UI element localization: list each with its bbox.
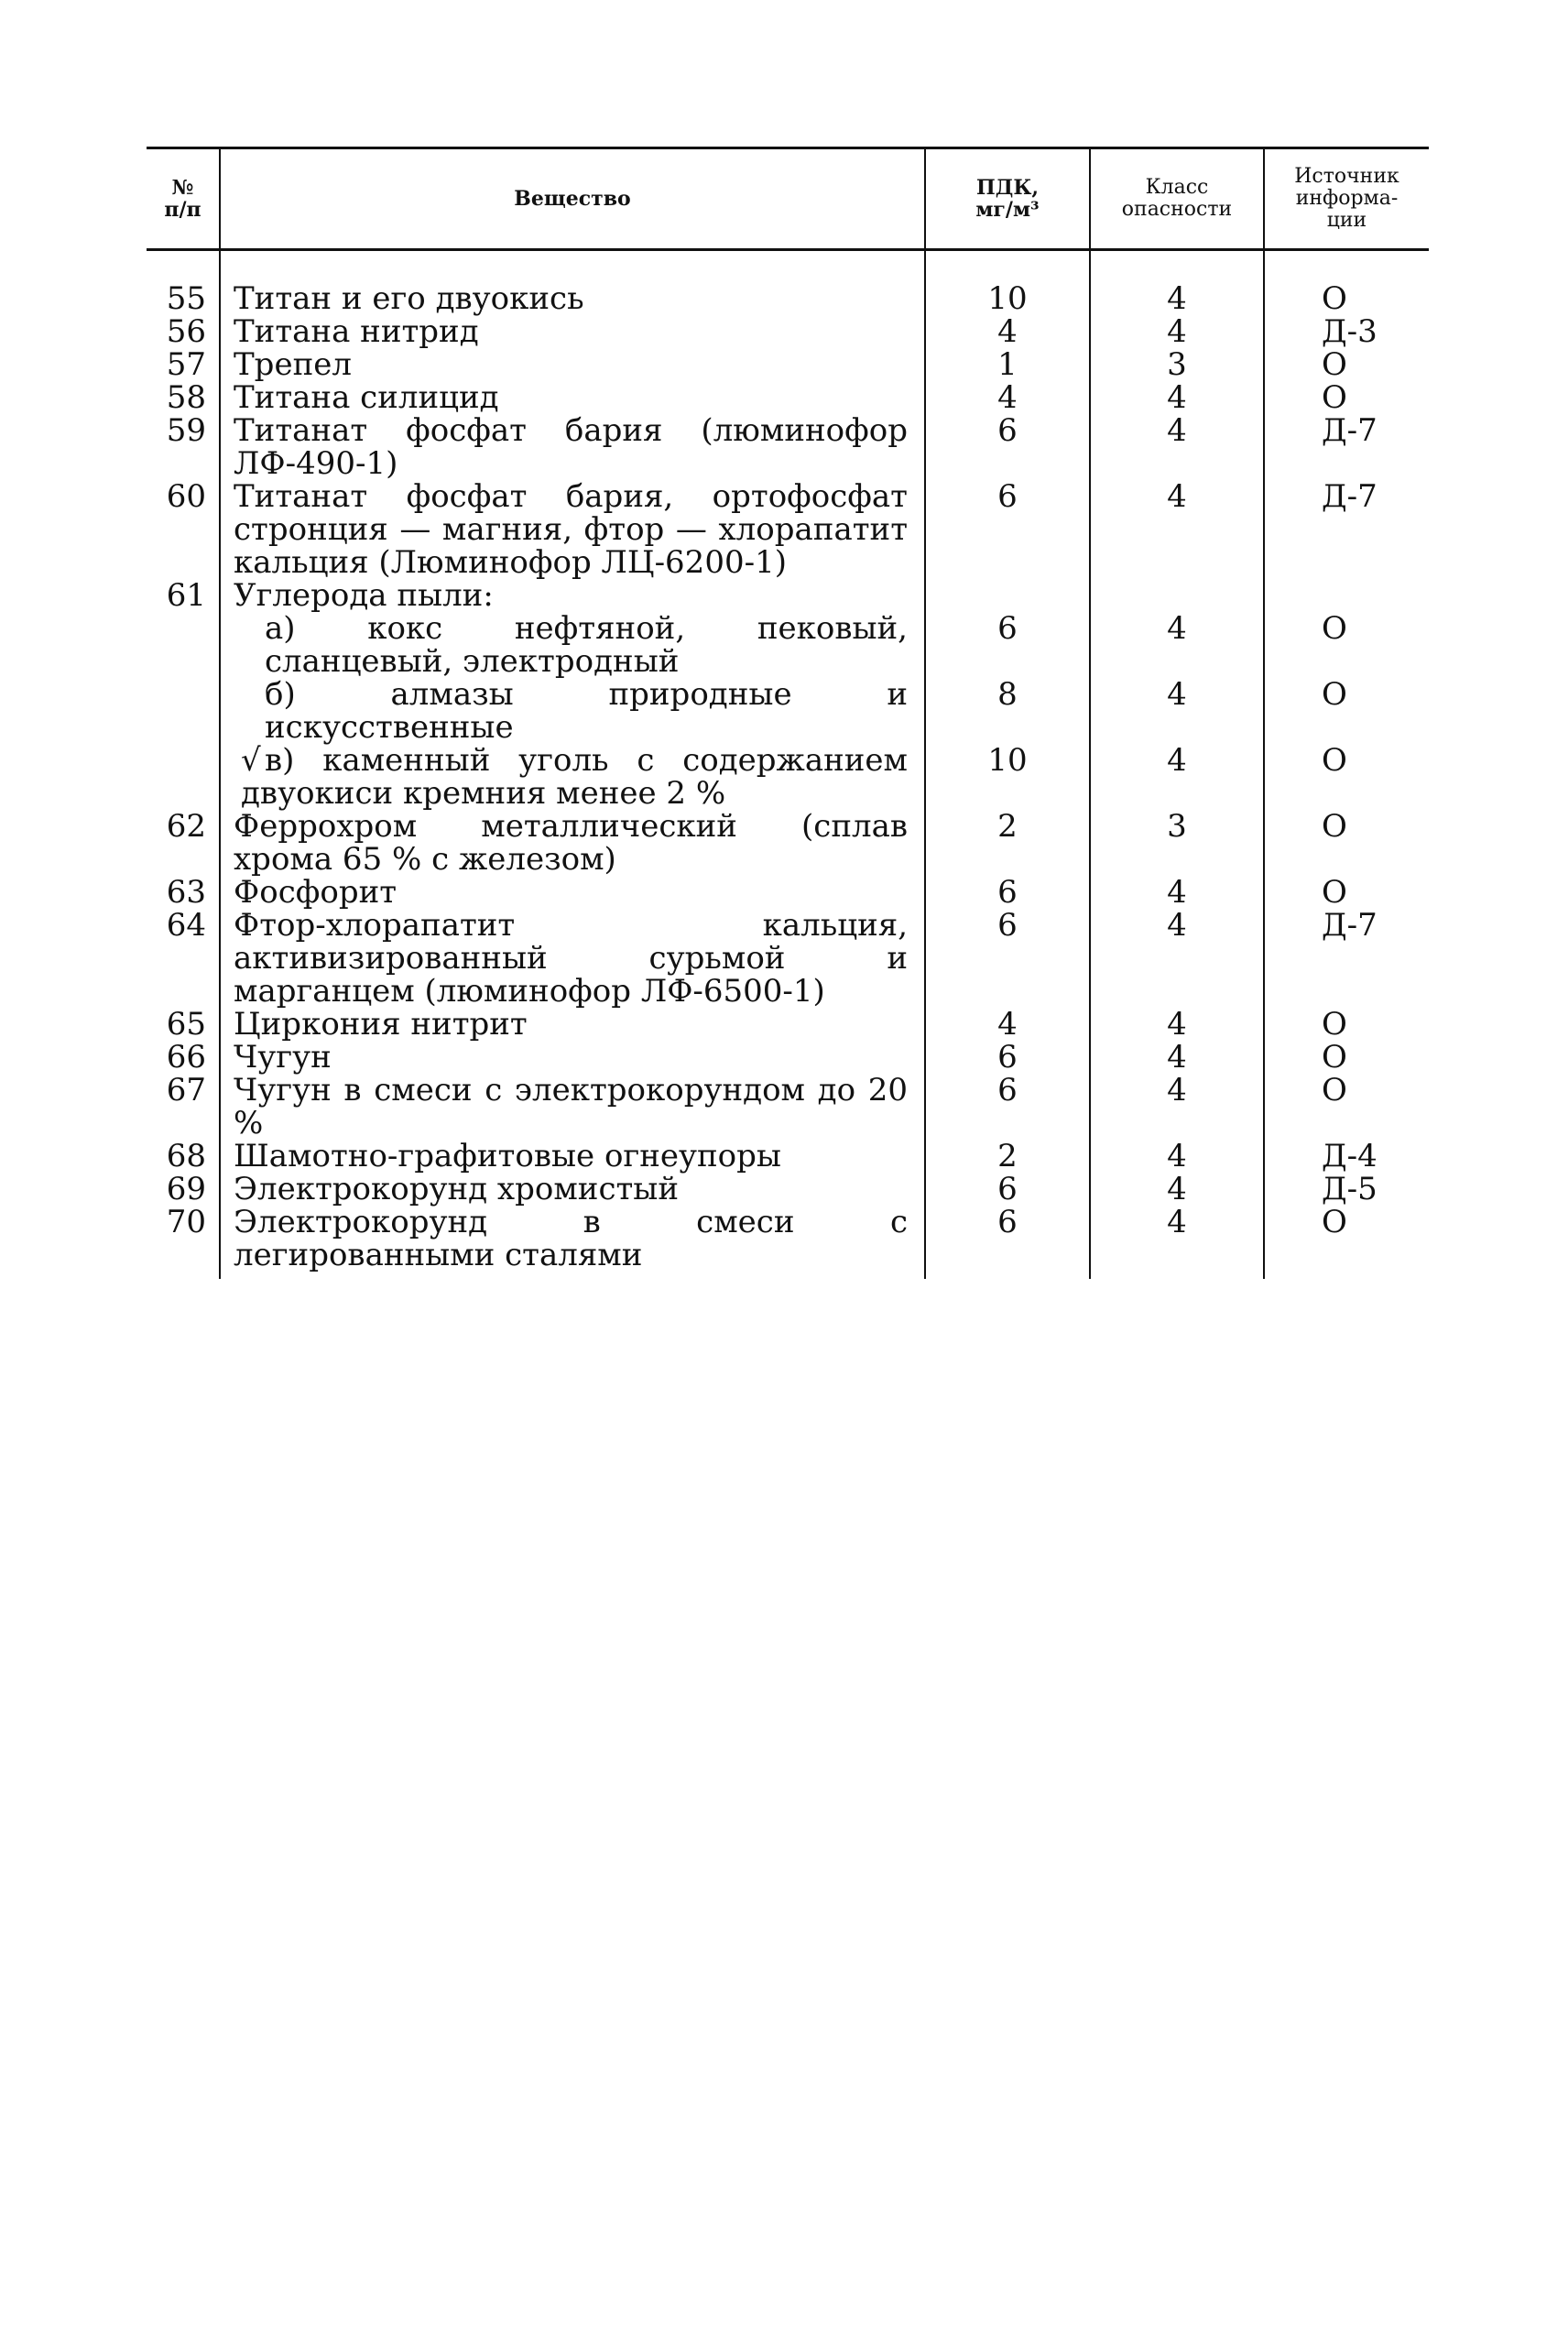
- row-substance-text: Фтор-хлорапатит кальция, активизированный сурьмой и марганцем (люминофор ЛФ-6500-1): [234, 907, 908, 1010]
- row-source: [1264, 612, 1429, 678]
- table-row: [147, 1140, 1429, 1173]
- row-number-text: 60: [166, 478, 206, 515]
- row-source-text: О: [1322, 1039, 1347, 1076]
- row-hazard-class: [1090, 612, 1264, 678]
- document-page: [147, 147, 1429, 1279]
- row-substance-text: Электрокорунд хромистый: [234, 1171, 680, 1207]
- row-number: [147, 1074, 220, 1140]
- row-substance-text: в) каменный уголь с содержанием двуокиси кремния менее 2 %: [241, 742, 908, 812]
- row-pdk-text: 10: [987, 742, 1028, 779]
- row-pdk-text: 6: [997, 874, 1018, 911]
- row-hazard-class-text: 4: [1167, 610, 1187, 647]
- row-substance-text: Титан и его двуокись: [234, 280, 584, 317]
- row-source: [1264, 678, 1429, 744]
- row-hazard-class: [1090, 744, 1264, 810]
- row-number: [147, 909, 220, 1008]
- row-source-text: О: [1322, 1204, 1347, 1240]
- row-pdk: [925, 909, 1090, 1008]
- row-source: [1264, 1206, 1429, 1279]
- row-pdk-text: 6: [997, 412, 1018, 449]
- row-substance-text: Циркония нитрит: [234, 1006, 528, 1043]
- row-number: [147, 414, 220, 480]
- row-source-text: О: [1322, 610, 1347, 647]
- row-number: [147, 744, 220, 810]
- row-substance-text: Титанат фосфат бария, ортофосфат стронция — магния, фтор — хлорапатит кальция (Люминофор ЛЦ-6200-1): [234, 478, 908, 581]
- row-source-text: Д-4: [1322, 1138, 1377, 1174]
- row-number-text: 59: [166, 412, 206, 449]
- row-hazard-class-text: 4: [1167, 478, 1187, 515]
- row-hazard-class-text: 4: [1167, 907, 1187, 944]
- row-substance-text: Чугун: [234, 1039, 332, 1076]
- row-hazard-class-text: 4: [1167, 1072, 1187, 1108]
- row-source: [1264, 480, 1429, 579]
- row-substance: [220, 1173, 925, 1206]
- row-number: [147, 250, 220, 316]
- substances-table: [147, 147, 1429, 1279]
- row-source-text: Д-7: [1322, 412, 1377, 449]
- row-pdk: [925, 348, 1090, 381]
- row-pdk: [925, 1206, 1090, 1279]
- row-hazard-class: [1090, 480, 1264, 579]
- row-hazard-class-text: 4: [1167, 676, 1187, 713]
- row-pdk-text: 6: [997, 1072, 1018, 1108]
- row-source: [1264, 909, 1429, 1008]
- row-pdk: [925, 250, 1090, 316]
- header-source: Источник информа- ции: [1264, 148, 1429, 250]
- row-pdk: [925, 381, 1090, 414]
- table-row: [147, 1074, 1429, 1140]
- row-pdk-text: 2: [997, 1138, 1018, 1174]
- header-num: № п/п: [147, 148, 220, 250]
- row-substance-text: Углерода пыли:: [234, 577, 494, 614]
- table-header-row: [147, 148, 1429, 250]
- row-number: [147, 381, 220, 414]
- table-row: [147, 315, 1429, 348]
- row-pdk: [925, 612, 1090, 678]
- row-pdk: [925, 1008, 1090, 1041]
- row-pdk: [925, 1041, 1090, 1074]
- row-source: [1264, 876, 1429, 909]
- row-hazard-class-text: 4: [1167, 1204, 1187, 1240]
- row-pdk: [925, 1173, 1090, 1206]
- row-pdk-text: 6: [997, 1204, 1018, 1240]
- table-row: [147, 250, 1429, 316]
- row-substance-text: Электрокорунд в смеси с легированными сталями: [234, 1204, 908, 1273]
- row-substance: [220, 876, 925, 909]
- row-substance: [220, 909, 925, 1008]
- row-substance: [220, 348, 925, 381]
- row-number-text: 56: [166, 313, 206, 350]
- row-source-text: О: [1322, 379, 1347, 416]
- row-pdk: [925, 1140, 1090, 1173]
- row-number: [147, 1041, 220, 1074]
- row-source-text: О: [1322, 346, 1347, 383]
- row-hazard-class-text: 4: [1167, 1006, 1187, 1043]
- row-number-text: 65: [166, 1006, 206, 1043]
- row-pdk-text: 4: [997, 379, 1018, 416]
- row-number: [147, 480, 220, 579]
- row-pdk-text: 2: [997, 808, 1018, 845]
- row-number-text: 69: [166, 1171, 206, 1207]
- row-hazard-class-text: 4: [1167, 874, 1187, 911]
- table-row: [147, 1041, 1429, 1074]
- row-source: [1264, 1140, 1429, 1173]
- row-substance: [220, 1140, 925, 1173]
- table-row: [147, 348, 1429, 381]
- table-row: [147, 909, 1429, 1008]
- table-row: [147, 414, 1429, 480]
- row-pdk-text: 6: [997, 907, 1018, 944]
- row-substance: [220, 810, 925, 876]
- row-substance-text: б) алмазы природные и искусственные: [265, 676, 908, 746]
- row-substance: [220, 480, 925, 579]
- row-substance: [220, 1074, 925, 1140]
- row-source-text: О: [1322, 1072, 1347, 1108]
- table-row: [147, 810, 1429, 876]
- row-hazard-class: [1090, 1173, 1264, 1206]
- table-row: [147, 744, 1429, 810]
- row-number-text: 55: [166, 280, 206, 317]
- row-pdk: [925, 480, 1090, 579]
- row-hazard-class-text: 4: [1167, 1039, 1187, 1076]
- row-number-text: 63: [166, 874, 206, 911]
- row-number: [147, 612, 220, 678]
- row-source-text: О: [1322, 1006, 1347, 1043]
- header-substance: Вещество: [220, 148, 925, 250]
- row-source: [1264, 744, 1429, 810]
- row-pdk: [925, 876, 1090, 909]
- row-number: [147, 1173, 220, 1206]
- row-source: [1264, 1041, 1429, 1074]
- row-source-text: Д-7: [1322, 907, 1377, 944]
- table-row: [147, 1206, 1429, 1279]
- row-source-text: Д-5: [1322, 1171, 1377, 1207]
- row-number-text: 57: [166, 346, 206, 383]
- row-pdk: [925, 810, 1090, 876]
- row-substance: [220, 579, 925, 612]
- row-hazard-class-text: 4: [1167, 412, 1187, 449]
- row-substance: [220, 315, 925, 348]
- row-hazard-class-text: 4: [1167, 280, 1187, 317]
- row-number: [147, 579, 220, 612]
- row-number: [147, 1008, 220, 1041]
- row-source: [1264, 315, 1429, 348]
- row-source: [1264, 810, 1429, 876]
- row-source-text: О: [1322, 874, 1347, 911]
- row-pdk: [925, 744, 1090, 810]
- row-substance: [220, 1008, 925, 1041]
- row-source-text: О: [1322, 808, 1347, 845]
- row-pdk-text: 8: [997, 676, 1018, 713]
- row-number-text: 66: [166, 1039, 206, 1076]
- row-pdk: [925, 315, 1090, 348]
- row-source: [1264, 1173, 1429, 1206]
- row-substance: [220, 381, 925, 414]
- row-source: [1264, 381, 1429, 414]
- row-source: [1264, 1008, 1429, 1041]
- row-number-text: 61: [166, 577, 206, 614]
- row-source-text: Д-7: [1322, 478, 1377, 515]
- row-number-text: 62: [166, 808, 206, 845]
- row-pdk-text: 4: [997, 1006, 1018, 1043]
- header-pdk: ПДК, мг/м³: [925, 148, 1090, 250]
- table-row: [147, 678, 1429, 744]
- row-substance-text: Титана нитрид: [234, 313, 479, 350]
- row-number-text: 70: [166, 1204, 206, 1240]
- row-source: [1264, 348, 1429, 381]
- row-number-text: 64: [166, 907, 206, 944]
- table-row: [147, 381, 1429, 414]
- row-hazard-class: [1090, 414, 1264, 480]
- row-number-text: 67: [166, 1072, 206, 1108]
- row-source: [1264, 414, 1429, 480]
- row-pdk-text: 4: [997, 313, 1018, 350]
- row-hazard-class: [1090, 1074, 1264, 1140]
- table-row: [147, 612, 1429, 678]
- row-hazard-class: [1090, 250, 1264, 316]
- row-substance-text: Титанат фосфат бария (люминофор ЛФ-490-1): [234, 412, 908, 482]
- row-pdk-text: 6: [997, 1039, 1018, 1076]
- row-pdk: [925, 579, 1090, 612]
- row-hazard-class: [1090, 810, 1264, 876]
- row-number: [147, 678, 220, 744]
- row-pdk-text: 6: [997, 1171, 1018, 1207]
- table-row: [147, 480, 1429, 579]
- row-number-text: 68: [166, 1138, 206, 1174]
- row-hazard-class: [1090, 876, 1264, 909]
- row-substance: [220, 1206, 925, 1279]
- row-substance-text: Титана силицид: [234, 379, 499, 416]
- check-mark: √: [241, 742, 261, 779]
- row-hazard-class-text: 4: [1167, 1171, 1187, 1207]
- row-substance-text: Фосфорит: [234, 874, 397, 911]
- header-class: Класс опасности: [1090, 148, 1264, 250]
- row-source: [1264, 1074, 1429, 1140]
- row-hazard-class: [1090, 315, 1264, 348]
- row-hazard-class: [1090, 348, 1264, 381]
- row-hazard-class: [1090, 1206, 1264, 1279]
- row-substance-text: Феррохром металлический (сплав хрома 65 % с железом): [234, 808, 908, 878]
- row-substance-text: Шамотно-графитовые огнеупоры: [234, 1138, 781, 1174]
- row-hazard-class-text: 4: [1167, 742, 1187, 779]
- row-hazard-class-text: 4: [1167, 313, 1187, 350]
- row-hazard-class: [1090, 579, 1264, 612]
- row-hazard-class: [1090, 1140, 1264, 1173]
- row-number: [147, 1140, 220, 1173]
- row-pdk: [925, 1074, 1090, 1140]
- row-source-text: О: [1322, 742, 1347, 779]
- row-number: [147, 810, 220, 876]
- row-substance: [220, 414, 925, 480]
- row-number: [147, 1206, 220, 1279]
- row-substance: [220, 250, 925, 316]
- row-hazard-class-text: 3: [1167, 808, 1187, 845]
- row-pdk: [925, 414, 1090, 480]
- row-hazard-class: [1090, 1041, 1264, 1074]
- row-substance-text: Трепел: [234, 346, 352, 383]
- row-substance: [220, 744, 925, 810]
- row-pdk: [925, 678, 1090, 744]
- row-hazard-class-text: 4: [1167, 1138, 1187, 1174]
- row-number: [147, 876, 220, 909]
- table-body: [147, 250, 1429, 1280]
- row-source: [1264, 250, 1429, 316]
- row-hazard-class: [1090, 381, 1264, 414]
- row-substance: [220, 612, 925, 678]
- row-number-text: 58: [166, 379, 206, 416]
- row-substance-text: Чугун в смеси с электрокорундом до 20 %: [234, 1072, 908, 1141]
- table-row: [147, 1173, 1429, 1206]
- row-pdk-text: 1: [997, 346, 1018, 383]
- row-substance: [220, 678, 925, 744]
- row-substance: [220, 1041, 925, 1074]
- row-pdk-text: 6: [997, 478, 1018, 515]
- row-source: [1264, 579, 1429, 612]
- row-number: [147, 348, 220, 381]
- row-hazard-class: [1090, 909, 1264, 1008]
- row-substance-text: а) кокс нефтяной, пековый, сланцевый, электродный: [265, 610, 908, 680]
- row-pdk-text: 10: [987, 280, 1028, 317]
- row-hazard-class: [1090, 1008, 1264, 1041]
- row-hazard-class-text: 3: [1167, 346, 1187, 383]
- row-hazard-class: [1090, 678, 1264, 744]
- table-row: [147, 579, 1429, 612]
- row-source-text: О: [1322, 280, 1347, 317]
- row-number: [147, 315, 220, 348]
- row-source-text: О: [1322, 676, 1347, 713]
- row-source-text: Д-3: [1322, 313, 1377, 350]
- row-pdk-text: 6: [997, 610, 1018, 647]
- table-row: [147, 1008, 1429, 1041]
- table-row: [147, 876, 1429, 909]
- row-hazard-class-text: 4: [1167, 379, 1187, 416]
